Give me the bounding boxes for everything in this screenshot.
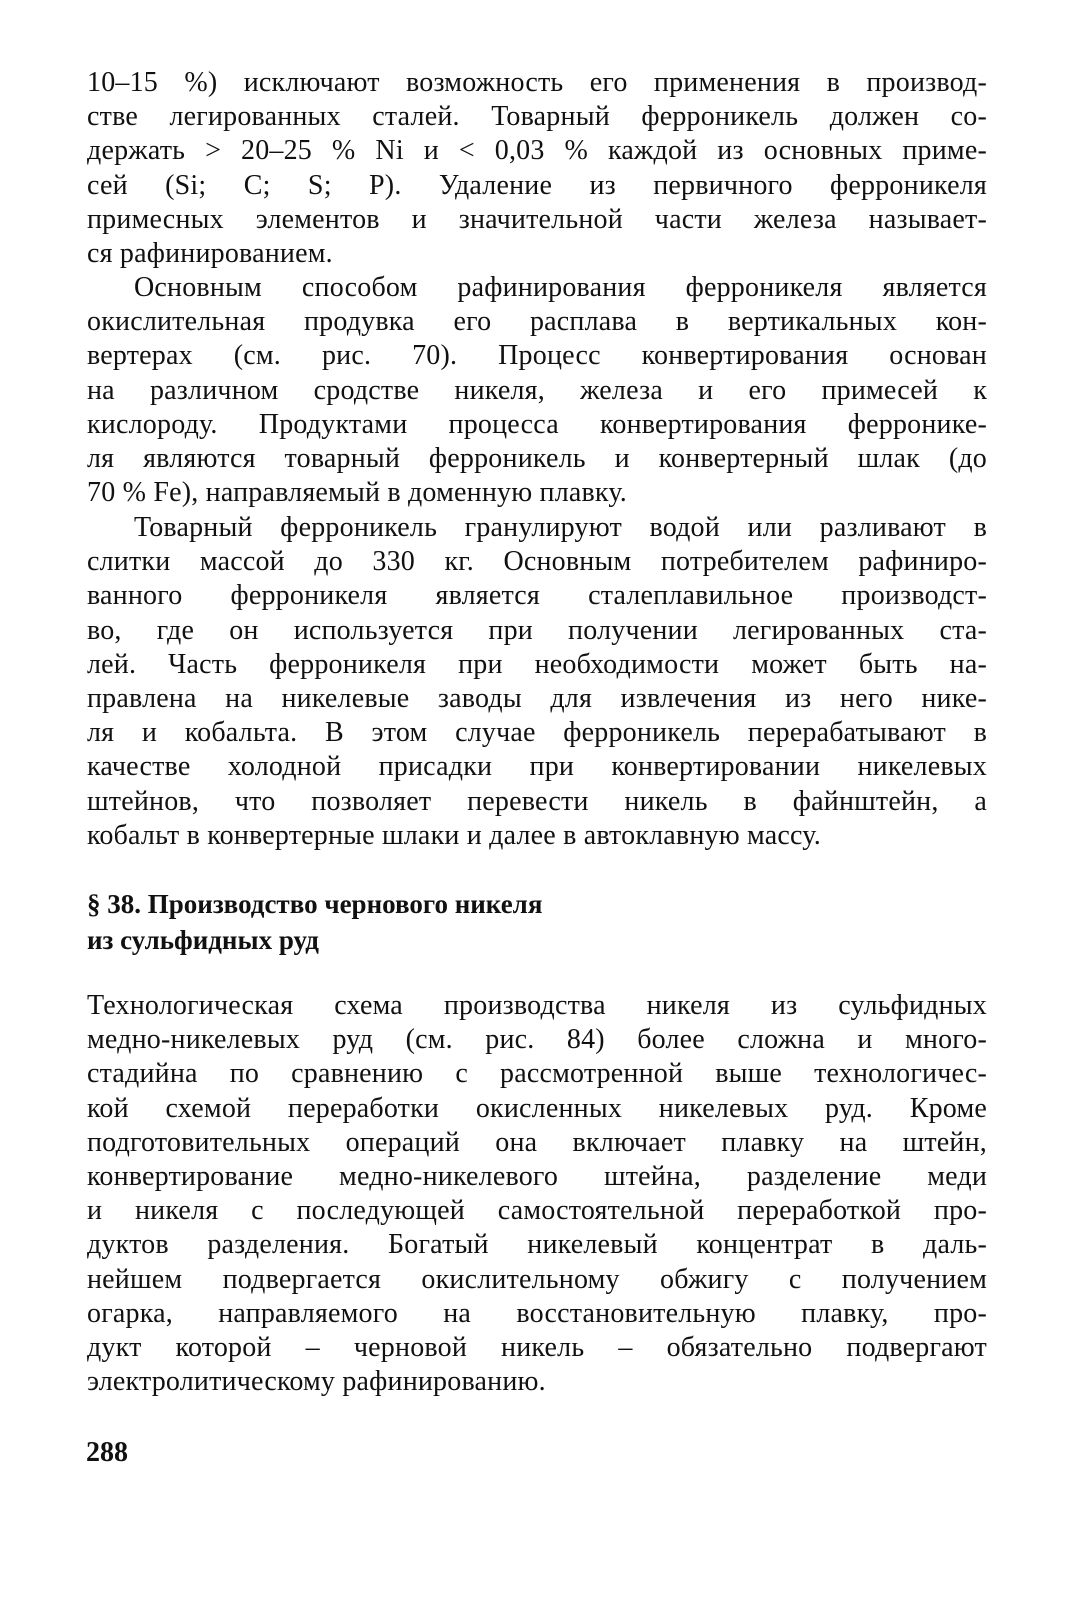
text-line: дуктов разделения. Богатый никелевый концентрат в даль- [87,1229,987,1261]
text-line: конвертирование медно-никелевого штейна, разделение меди [87,1160,987,1192]
text-line: ля и кобальта. В этом случае ферроникель перерабатывают в [87,717,987,749]
text-line: электролитическому рафинированию. [87,1366,546,1398]
section-heading [87,886,787,958]
text-line: ля являются товарный ферроникель и конвертерный шлак (до [87,442,987,474]
text-line: Технологическая схема производства никеля из сульфидных [87,990,987,1021]
text-line: качестве холодной присадки при конвертировании никелевых [87,751,987,783]
text-line: нейшем подвергается окислительному обжигу с получением [87,1263,987,1295]
text-line: кислороду. Продуктами процесса конвертирования ферронике- [87,408,987,440]
text-line: на различном сродстве никеля, железа и его примесей к [87,374,987,406]
text-line: Основным способом рафинирования ферроникеля является [134,272,987,303]
text-line: ванного ферроникеля является сталеплавильное производст- [87,580,987,612]
text-line: Товарный ферроникель гранулируют водой или разливают в [134,512,987,543]
text-line: огарка, направляемого на восстановительную плавку, про- [87,1297,987,1329]
paragraph-2 [87,271,987,510]
text-line: дукт которой – черновой никель – обязательно подвергают [87,1331,987,1363]
text-line: медно-никелевых руд (см. рис. 84) более сложна и много- [87,1024,987,1056]
text-line: кобальт в конвертерные шлаки и далее в автоклавную массу. [87,819,821,851]
text-line: 70 % Fe), направляемый в доменную плавку. [87,477,627,509]
text-line: держать > 20–25 % Ni и < 0,03 % каждой из основных приме- [87,135,987,167]
text-line: слитки массой до 330 кг. Основным потребителем рафиниро- [87,546,987,578]
section-heading-line-2: из сульфидных руд [87,925,319,955]
paragraph-4 [87,989,987,1399]
text-line: правлена на никелевые заводы для извлечения из него нике- [87,682,987,714]
text-line: кой схемой переработки окисленных никелевых руд. Кроме [87,1092,987,1124]
text-line: лей. Часть ферроникеля при необходимости может быть на- [87,648,987,680]
paragraph-1 [87,66,987,271]
text-line: подготовительных операций она включает плавку на штейн, [87,1126,987,1158]
text-line: сей (Si; C; S; P). Удаление из первичного ферроникеля [87,169,987,201]
text-line: 10–15 %) исключают возможность его применения в производ- [87,67,987,98]
text-line: окислительная продувка его расплава в вертикальных кон- [87,306,987,338]
section-heading-line-1: § 38. Производство чернового никеля [87,889,543,919]
text-line: примесных элементов и значительной части железа называет- [87,203,987,235]
text-line: и никеля с последующей самостоятельной переработкой про- [87,1195,987,1227]
text-line: стве легированных сталей. Товарный ферроникель должен со- [87,101,987,133]
text-line: во, где он используется при получении легированных ста- [87,614,987,646]
page-number: 288 [86,1437,128,1468]
text-line: вертерах (см. рис. 70). Процесс конвертирования основан [87,340,987,372]
paragraph-3 [87,511,987,853]
text-line: штейнов, что позволяет перевести никель в файнштейн, а [87,785,987,817]
text-line: ся рафинированием. [87,237,333,269]
text-line: стадийна по сравнению с рассмотренной выше технологичес- [87,1058,987,1090]
